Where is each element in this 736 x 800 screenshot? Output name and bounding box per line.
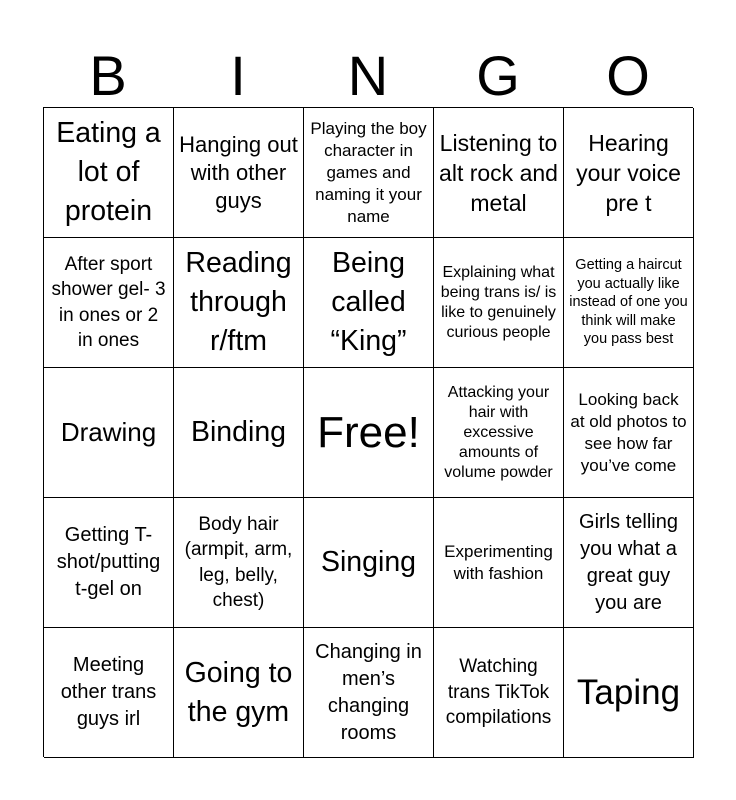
bingo-cell-r5c5[interactable] <box>564 628 694 758</box>
bingo-cell-r1c3[interactable] <box>304 108 434 238</box>
bingo-cell-label: After sport shower gel- 3 in ones or 2 in ones <box>51 253 166 351</box>
bingo-cell-r4c5[interactable] <box>564 498 694 628</box>
bingo-cell-label: Meeting other trans guys irl <box>60 654 157 730</box>
header-letter-i: I <box>230 44 246 107</box>
bingo-cell-free[interactable] <box>304 368 434 498</box>
bingo-cell-r2c4[interactable] <box>434 238 564 368</box>
bingo-cell-r1c1[interactable] <box>44 108 174 238</box>
bingo-cell-r1c2[interactable] <box>174 108 304 238</box>
header-letter-n: N <box>347 44 389 107</box>
bingo-cell-r2c5[interactable] <box>564 238 694 368</box>
bingo-cell-label: Eating a lot of protein <box>56 117 161 227</box>
bingo-cell-label: Body hair (armpit, arm, leg, belly, chest) <box>184 513 293 611</box>
header-letter-o: O <box>606 44 650 107</box>
bingo-cell-r3c2[interactable] <box>174 368 304 498</box>
bingo-cell-label: Free! <box>317 407 420 457</box>
bingo-cell-label: Getting T-shot/putting t-gel on <box>56 524 161 600</box>
bingo-cell-label: Hanging out with other guys <box>179 131 298 213</box>
bingo-grid <box>43 107 693 757</box>
bingo-cell-r4c4[interactable] <box>434 498 564 628</box>
bingo-cell-r5c3[interactable] <box>304 628 434 758</box>
bingo-cell-label: Looking back at old photos to see how far you’ve come <box>570 389 687 475</box>
bingo-cell-r4c1[interactable] <box>44 498 174 628</box>
bingo-cell-r4c3[interactable] <box>304 498 434 628</box>
bingo-cell-r2c2[interactable] <box>174 238 304 368</box>
bingo-cell-r1c4[interactable] <box>434 108 564 238</box>
bingo-cell-label: Getting a haircut you actually like instead of one you think will make you pass best <box>569 257 688 348</box>
header-letter-b: B <box>89 44 127 107</box>
bingo-cell-label: Girls telling you what a great guy you are <box>579 510 678 614</box>
bingo-header <box>43 44 693 108</box>
bingo-cell-r3c1[interactable] <box>44 368 174 498</box>
bingo-cell-r5c1[interactable] <box>44 628 174 758</box>
bingo-cell-label: Singing <box>320 546 417 578</box>
bingo-cell-label: Going to the gym <box>184 656 293 728</box>
bingo-cell-label: Binding <box>190 416 287 448</box>
bingo-cell-r1c5[interactable] <box>564 108 694 238</box>
bingo-cell-r5c4[interactable] <box>434 628 564 758</box>
bingo-cell-r2c1[interactable] <box>44 238 174 368</box>
bingo-cell-label: Explaining what being trans is/ is like to genuinely curious people <box>440 263 557 341</box>
bingo-cell-label: Reading through r/ftm <box>185 247 292 357</box>
bingo-cell-label: Taping <box>576 672 681 712</box>
bingo-cell-label: Watching trans TikTok compilations <box>445 656 552 729</box>
bingo-cell-label: Experimenting with fashion <box>444 541 553 583</box>
bingo-cell-label: Changing in men’s changing rooms <box>315 640 422 744</box>
bingo-cell-label: Drawing <box>60 417 157 447</box>
bingo-cell-label: Listening to alt rock and metal <box>439 129 558 216</box>
bingo-cell-label: Being called “King” <box>330 247 407 357</box>
bingo-cell-label: Playing the boy character in games and naming it your name <box>310 118 427 226</box>
bingo-cell-label: Hearing your voice pre t <box>576 129 681 216</box>
bingo-cell-r5c2[interactable] <box>174 628 304 758</box>
bingo-cell-r3c5[interactable] <box>564 368 694 498</box>
bingo-cell-r3c4[interactable] <box>434 368 564 498</box>
bingo-cell-r4c2[interactable] <box>174 498 304 628</box>
bingo-cell-r2c3[interactable] <box>304 238 434 368</box>
header-letter-g: G <box>476 44 520 107</box>
bingo-cell-label: Attacking your hair with excessive amounts of volume powder <box>444 383 553 481</box>
